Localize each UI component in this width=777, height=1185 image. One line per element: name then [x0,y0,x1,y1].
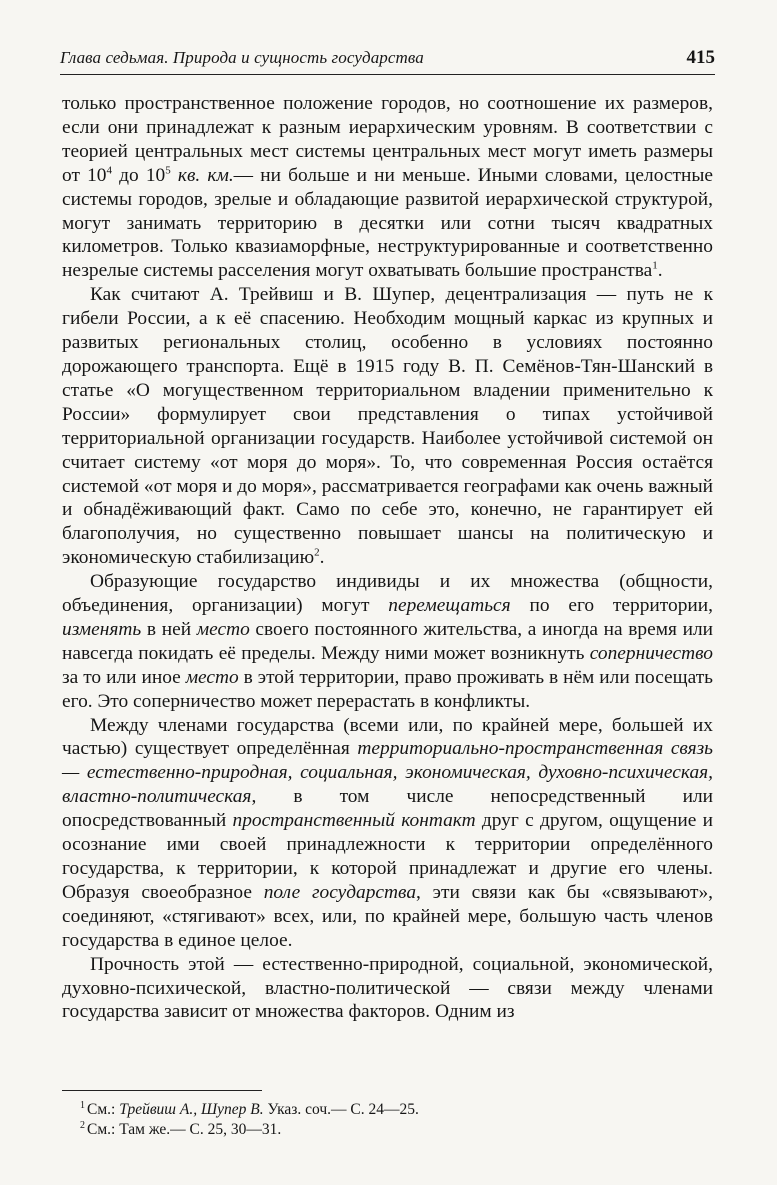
page-number: 415 [686,47,715,68]
text-run: в этой территории, право проживать в нём или посещать его. Это соперничество может перерастать в конфликты. [62,666,714,712]
italic-term: место [196,618,250,640]
text-run: . [657,260,663,282]
italic-term: Трейвиш А., Шупер В. [119,1101,264,1118]
italic-term: пространственный контакт [232,810,476,832]
text-run: только пространственное положение городов, но соотношение их размеров, если они принадлежат к разным иерархическим уровням. В соответствии с теорией центральных мест системы центральных мест могут иметь размеры от 10 [62,93,713,186]
italic-term: изменять [62,618,142,640]
text-run: друг с другом, ощущение и осознание ими своей принадлежности к территории определённого государства, к территории, к которой принадлежат и другие его члены. Образуя своеобразное [62,810,714,903]
italic-term: перемещаться [388,595,511,617]
italic-term: территориально-пространственная связь — естественно-природная, социальная, экономическая, духовно-психическая, властно-политическая [62,738,713,808]
paragraph-p5 [62,953,713,1025]
text-run: Как считают А. Трейвиш и В. Шупер, децентрализация — путь не к гибели России, а к её спасению. Необходим мощный каркас из крупных и развитых региональных столиц, особенно в условиях постоянно дорожающего транспорта. Ещё в 1915 году В. П. Семёнов-Тян-Шанский в статье «О могущественном территориальном владении применительно к России» формулирует свои представления о типах устойчивой территориальной организации государств. Наиболее устойчивой системой он считает систему «от моря до моря». То, что современная Россия остаётся системой «от моря и до моря», рассматривается географами как очень важный и обнадёживающий факт. Само по себе это, конечно, не гарантирует ей благополучия, но существенно повышает шансы на политическую и экономическую стабилизацию [62,284,713,569]
paragraph-p3 [62,570,713,713]
text-run: по его территории, [510,595,713,617]
footnote-2 [80,1120,710,1140]
text-run: за то или иное [62,666,186,688]
text-run: Прочность этой — естественно-природной, социальной, экономической, духовно-психической, властно-политической — связи между членами государства зависит от множества факторов. Одним из [62,953,713,1023]
paragraph-p2 [62,283,713,570]
text-run: См.: Там же.— С. 25, 30—31. [87,1121,282,1138]
running-title: Глава седьмая. Природа и сущность государства [60,48,424,67]
italic-term: кв. км. [177,164,234,186]
footnote-mark: 1 [80,1100,85,1111]
text-run: в ней [141,618,197,640]
superscript: 1 [652,259,658,272]
paragraph-p4 [62,714,713,953]
text-run: , эти связи как бы «связывают», соединяют, «стягивают» всех, или, по крайней мере, большую часть членов государства в единое целое. [62,881,714,951]
superscript: 2 [314,546,320,559]
text-run: до 10 [111,164,166,186]
paragraph-p1 [62,92,713,283]
superscript: 5 [165,164,171,177]
italic-term: поле государства [263,881,417,903]
text-run [171,165,178,186]
main-text [62,92,713,1024]
footnotes [80,1100,710,1140]
text-run: Указ. соч.— С. 24—25. [263,1101,419,1118]
footnote-divider [62,1090,262,1091]
text-run: — ни больше и ни меньше. Иными словами, целостные системы городов, зрелые и обладающие развитой иерархической структурой, могут занимать территорию в десятки или сотни тысяч квадратных километров. Только квазиаморфные, неструктурированные и соответственно незрелые системы расселения могут охватывать большие пространства [62,164,713,282]
text-run: , в том числе непосредственный или опосредствованный [62,786,713,832]
italic-term: место [185,666,239,688]
superscript: 4 [106,164,112,177]
footnote-1 [80,1100,710,1120]
text-run: Между членами государства (всеми или, по крайней мере, большей их частью) существует определённая [62,714,713,760]
text-run: Образующие государство индивиды и их множества (общности, объединения, организации) могут [62,571,713,617]
italic-term: соперничество [589,642,713,664]
text-run: . [319,547,325,569]
page-header [60,40,715,75]
text-run: своего постоянного жительства, а иногда на время или навсегда покидать её пределы. Между ними может возникнуть [62,618,713,664]
footnote-mark: 2 [80,1120,85,1131]
text-run: См.: [87,1101,120,1118]
